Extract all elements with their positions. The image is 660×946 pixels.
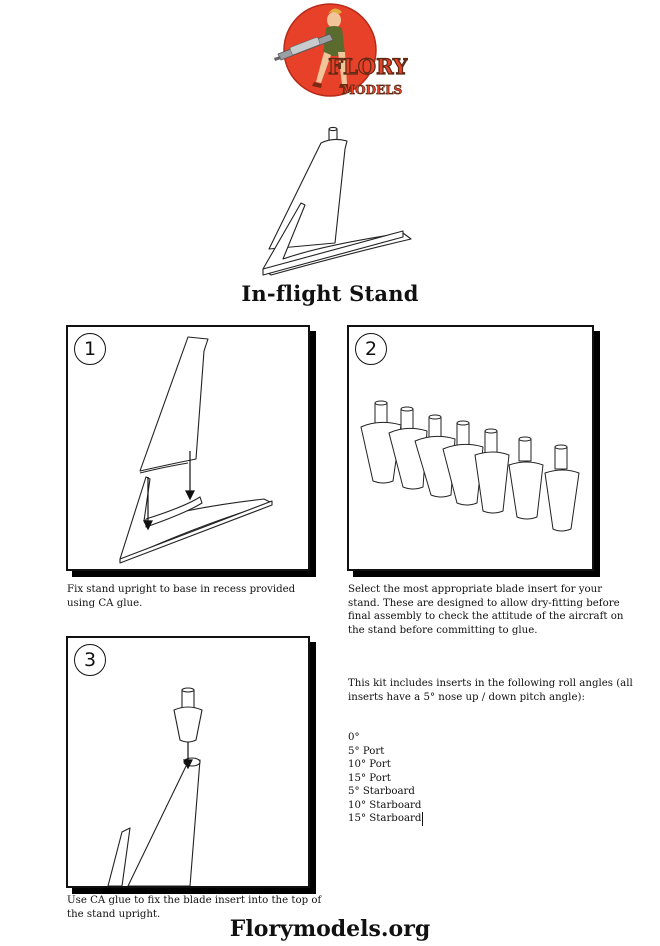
flory-models-logo[interactable] <box>268 2 408 102</box>
brand-name: FLORY <box>328 54 408 79</box>
angle-item: 10° Starboard <box>348 799 422 811</box>
step-3-panel <box>66 636 310 888</box>
step-3-number: 3 <box>74 644 106 676</box>
step-2-diagram <box>349 327 592 569</box>
angle-item: 0° <box>348 732 360 743</box>
footer-website[interactable]: Florymodels.org <box>229 916 431 942</box>
angle-item: 5° Starboard <box>348 786 415 797</box>
angle-item: 15° Port <box>348 772 391 784</box>
brand-sub: MODELS <box>341 83 403 97</box>
step-2-panel <box>347 325 594 571</box>
angle-item: 10° Port <box>348 759 391 770</box>
step-1-diagram <box>68 327 308 569</box>
step-1-number: 1 <box>74 333 106 365</box>
step-2-caption: Select the most appropriate blade insert for your stand. These are designed to allow dry-fitting before final assembly to check the attitude of the aircraft on the stand before committing to glue. <box>348 584 624 636</box>
angle-list <box>348 731 548 826</box>
step-1-panel <box>66 325 310 571</box>
page-title: In-flight Stand <box>241 281 419 306</box>
angle-item: 15° Starboard <box>348 813 422 824</box>
angle-item: 5° Port <box>348 745 385 757</box>
step-3-diagram <box>68 638 308 886</box>
stand-illustration <box>255 125 435 285</box>
step-1-caption: Fix stand upright to base in recess provided using CA glue. <box>67 584 296 609</box>
step-2-number: 2 <box>355 333 387 365</box>
inserts-intro: This kit includes inserts in the following roll angles (all inserts have a 5° nose up / down pitch angle): <box>348 678 633 703</box>
step-3-caption: Use CA glue to fix the blade insert into the top of the stand upright. <box>67 895 322 920</box>
